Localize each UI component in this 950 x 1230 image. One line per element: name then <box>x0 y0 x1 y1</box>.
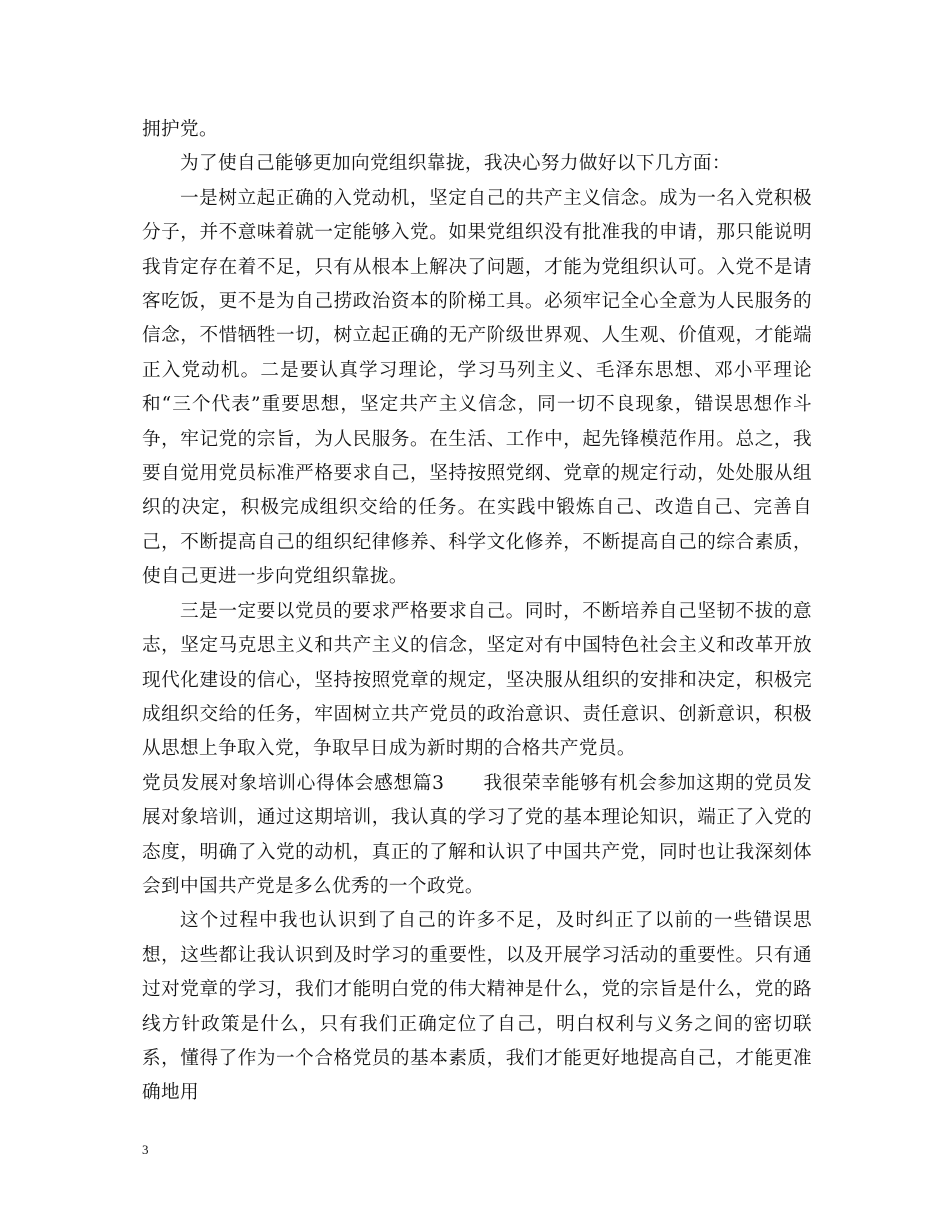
paragraph-6: 这个过程中我也认识到了自己的许多不足，及时纠正了以前的一些错误思想，这些都让我认识到及时学习的重要性，以及开展学习活动的重要性。只有通过对党章的学习，我们才能明白党的伟大精神是什么，党的宗旨是什么，党的路线方针政策是什么，只有我们正确定位了自己，明白权利与义务之间的密切联系，懂得了作为一个合格党员的基本素质，我们才能更好地提高自己，才能更准确地用 <box>142 910 812 1104</box>
page-number: 3 <box>142 1142 149 1157</box>
paragraph-3: 一是树立起正确的入党动机，坚定自己的共产主义信念。成为一名入党积极分子，并不意味着就一定能够入党。如果党组织没有批准我的申请，那只能说明我肯定存在着不足，只有从根本上解决了问题，才能为党组织认可。入党不是请客吃饭，更不是为自己捞政治资本的阶梯工具。必须牢记全心全意为人民服务的信念，不惜牺牲一切，树立起正确的无产阶级世界观、人生观、价值观，才能端正入党动机。二是要认真学习理论，学习马列主义、毛泽东思想、邓小平理论和“三个代表”重要思想，坚定共产主义信念，同一切不良现象，错误思想作斗争，牢记党的宗旨，为人民服务。在生活、工作中，起先锋模范作用。总之，我要自觉用党员标准严格要求自己，坚持按照党纲、党章的规定行动，处处服从组织的决定，积极完成组织交给的任务。在实践中锻炼自己、改造自己、完善自己，不断提高自己的组织纪律修养、科学文化修养，不断提高自己的综合素质，使自己更进一步向党组织靠拢。 <box>142 187 812 588</box>
document-body <box>142 113 812 1111</box>
paragraph-5: 党员发展对象培训心得体会感想篇3 我很荣幸能够有机会参加这期的党员发展对象培训，通过这期培训，我认真的学习了党的基本理论知识，端正了入党的态度，明确了入党的动机，真正的了解和认识了中国共产党，同时也让我深刻体会到中国共产党是多么优秀的一个政党。 <box>142 772 812 897</box>
paragraph-4: 三是一定要以党员的要求严格要求自己。同时，不断培养自己坚韧不拔的意志，坚定马克思主义和共产主义的信念，坚定对有中国特色社会主义和改革开放现代化建设的信心，坚持按照党章的规定，坚决服从组织的安排和决定，积极完成组织交给的任务，牢固树立共产党员的政治意识、责任意识、创新意识，积极从思想上争取入党，争取早日成为新时期的合格共产党员。 <box>142 600 812 760</box>
paragraph-1: 拥护党。 <box>142 119 218 140</box>
paragraph-2: 为了使自己能够更加向党组织靠拢，我决心努力做好以下几方面： <box>180 153 731 175</box>
